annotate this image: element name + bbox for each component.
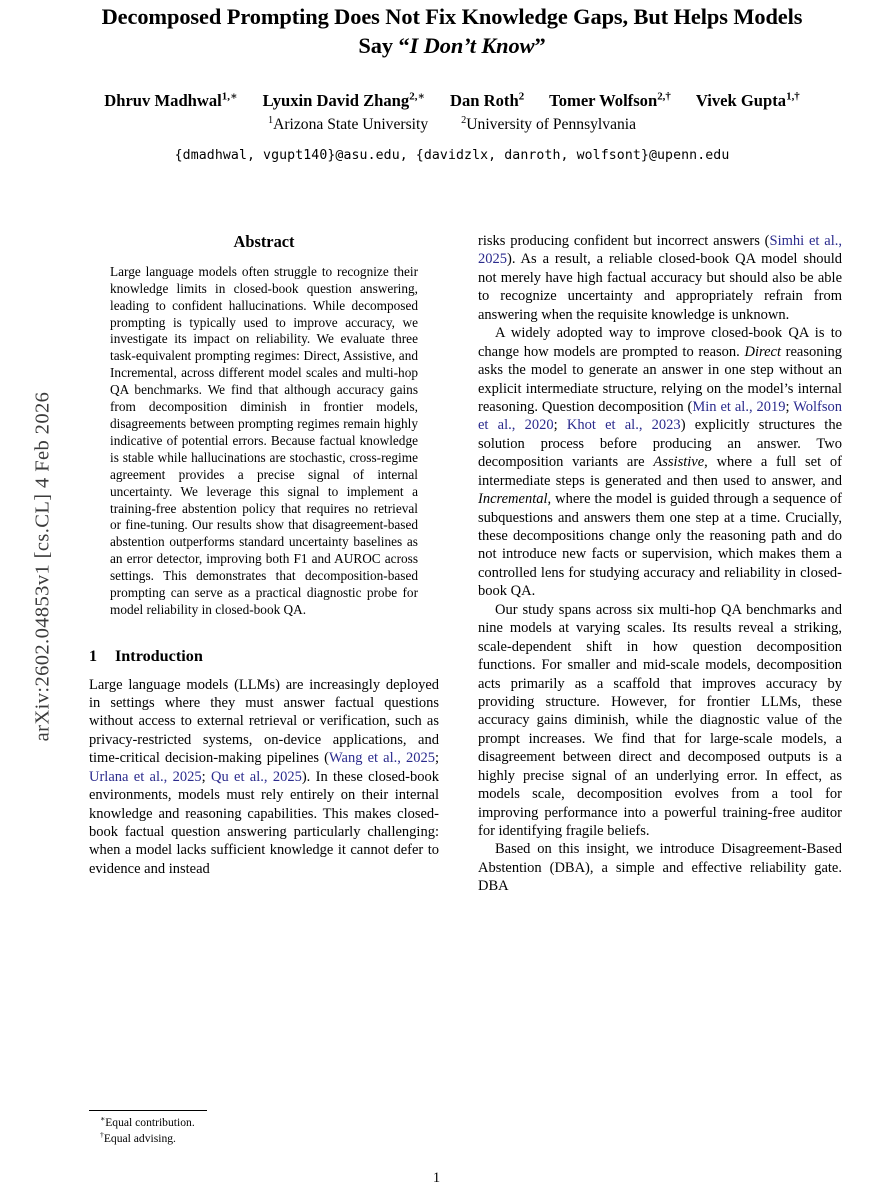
- citation-wang-2025[interactable]: Wang et al., 2025: [329, 750, 435, 767]
- cite-sep-2: ;: [201, 768, 211, 785]
- term-incremental: Incremental: [478, 491, 548, 508]
- author-3: [450, 91, 524, 111]
- intro-paragraph-2: [478, 324, 842, 601]
- left-column: [89, 232, 439, 878]
- citation-wolfson-2020[interactable]: Wolfson et al., 2020: [478, 398, 842, 434]
- author-4: [549, 91, 671, 111]
- author-2-name: Lyuxin David Zhang: [262, 91, 410, 111]
- intro-paragraph-1: [89, 676, 439, 879]
- page-title: [62, 0, 842, 60]
- citation-simhi-2025[interactable]: Simhi et al., 2025: [478, 233, 842, 268]
- author-1-name: Dhruv Madhwal: [104, 91, 222, 111]
- citation-min-2019[interactable]: Min et al., 2019: [692, 398, 786, 415]
- author-5-sup: 1,†: [786, 90, 800, 103]
- section-heading-introduction: [89, 646, 439, 667]
- rc-p2-text-b: reasoning asks the model to generate an answer in one step without an explicit intermediate structure, relying on the model’s internal reasoning. Question decomposition (: [478, 343, 843, 415]
- arxiv-stamp: arXiv:2602.04853v1 [cs.CL] 4 Feb 2026: [31, 391, 54, 742]
- citation-khot-2023[interactable]: Khot et al., 2023: [566, 417, 681, 434]
- right-column: [478, 232, 842, 896]
- intro-paragraph-4: Based on this insight, we introduce Disagreement-Based Abstention (DBA), a simple and effective reliability gate. DBA: [478, 841, 842, 895]
- author-5: [696, 91, 800, 111]
- rc-p2-text-d: , where a full set of intermediate steps is generated and then used to answer, and: [478, 454, 842, 489]
- section-number: 1: [89, 646, 98, 665]
- cite-sep-1: ;: [434, 750, 439, 767]
- footnote-rule: [89, 1110, 207, 1111]
- author-4-sup: 2,†: [657, 90, 671, 103]
- author-3-name: Dan Roth: [449, 91, 519, 111]
- affiliation-1-name: Arizona State University: [273, 116, 429, 134]
- footnote-1: [89, 1115, 439, 1131]
- author-1: [104, 91, 237, 111]
- page-number: 1: [432, 1170, 441, 1186]
- abstract-heading: Abstract: [233, 232, 295, 251]
- author-4-name: Tomer Wolfson: [549, 91, 658, 111]
- author-2-sup: 2,∗: [409, 90, 425, 103]
- footnotes: [89, 1110, 439, 1148]
- affiliation-2-sup: 2: [461, 115, 467, 127]
- title-line-2-suffix: ”: [534, 33, 546, 59]
- affiliation-list: [62, 116, 842, 134]
- title-line-2-italic: I Don’t Know: [409, 33, 535, 59]
- title-line-2-prefix: Say “: [358, 33, 410, 59]
- footnote-1-marker: ∗: [100, 1114, 106, 1124]
- title-line-1: Decomposed Prompting Does Not Fix Knowledge Gaps, But Helps Models: [101, 4, 803, 29]
- affiliation-2: [461, 116, 636, 134]
- affiliation-2-name: University of Pennsylvania: [466, 116, 637, 134]
- footnote-2-text: Equal advising.: [103, 1132, 176, 1146]
- affiliation-1: [268, 116, 428, 134]
- intro-p1-text-a: Large language models (LLMs) are increasingly deployed in settings where they must answer factual questions without access to external retrieval or verification, such as privacy-restricted systems, on-device applications, and time-critical decision-making pipelines (: [89, 676, 439, 767]
- affiliation-1-sup: 1: [267, 115, 274, 127]
- author-emails: {dmadhwal, vgupt140}@asu.edu, {davidzlx, danroth, wolfsont}@upenn.edu: [174, 148, 730, 164]
- author-3-sup: 2: [518, 90, 525, 103]
- term-direct: Direct: [744, 343, 781, 360]
- paper-header: [62, 0, 842, 163]
- rc-p1-text-a: risks producing confident but incorrect answers (: [478, 233, 770, 249]
- author-5-name: Vivek Gupta: [695, 91, 787, 111]
- rc-p2-text-e: , where the model is guided through a sequence of subquestions and answers them one step at a time. Crucially, these decompositions change only the reasoning path and do not introduce new facts or supervision, which makes them a controlled lens for studying accuracy and reliability in closed-book QA.: [478, 491, 842, 600]
- author-2: [263, 91, 425, 111]
- cite-sep-3: ;: [785, 398, 794, 415]
- term-assistive: Assistive: [653, 454, 705, 471]
- abstract-text: Large language models often struggle to recognize their knowledge limits in closed-book question answering, leading to confident hallucinations. While decomposed prompting is typically used to improve accuracy, we investigate its impact on reliability. We evaluate three task-equivalent prompting regimes: Direct, Assistive, and Incremental, across different model scales and multi-hop QA benchmarks. We find that although accuracy gains from decomposition diminish in frontier models, disagreements between prompting regimes remain highly indicative of potential errors. Because factual knowledge is stable while hallucinations are stochastic, cross-regime agreement provides a precise signal of internal uncertainty. We leverage this signal to implement a training-free abstention policy that requires no retrieval or fine-tuning. Our results show that disagreement-based abstention outperforms standard uncertainty baselines as an error detector, improving both F1 and AUROC across settings. This demonstrates that decomposition-based prompting can serve as a practical diagnostic probe for model reliability in closed-book QA.: [110, 263, 418, 617]
- footnote-2: [89, 1131, 439, 1147]
- intro-p1-text-b: ). In these closed-book environments, models must rely entirely on their internal knowledge and reasoning capabilities. This makes closed-book factual question answering particularly challenging: when a model lacks sufficient knowledge it cannot defer to evidence and instead: [89, 768, 440, 877]
- author-list: [62, 91, 842, 111]
- cite-sep-4: ;: [553, 417, 567, 434]
- intro-paragraph-1-continued: [478, 232, 842, 324]
- citation-urlana-2025[interactable]: Urlana et al., 2025: [89, 768, 202, 785]
- rc-p2-text-a: A widely adopted way to improve closed-book QA is to change how models are prompted to reason.: [478, 325, 842, 360]
- abstract-body: [110, 264, 418, 619]
- rc-p1-text-b: ). As a result, a reliable closed-book QA model should not merely have high factual accuracy but should also be able to recognize uncertainty and appropriately refrain from answering when the requisite knowledge is unknown.: [478, 251, 842, 323]
- rc-p2-text-c: ) explicitly structures the solution process before producing an answer. Two decomposition variants are: [478, 417, 843, 471]
- author-1-sup: 1,∗: [221, 90, 238, 103]
- section-title: Introduction: [115, 646, 203, 665]
- footnote-1-text: Equal contribution.: [105, 1116, 195, 1129]
- footnote-2-marker: †: [100, 1130, 104, 1140]
- intro-paragraph-3: Our study spans across six multi-hop QA benchmarks and nine models at varying scales. Its results reveal a striking, scale-dependent shift in how question decomposition functions. For smaller and mid-scale models, decomposition acts primarily as a scaffold that improves accuracy by providing structure. However, for frontier LLMs, these accuracy gains diminish, while the diagnostic value of the prompt increases. We find that for large-scale models, a disagreement between direct and decomposed outputs is a highly precise signal of an underlying error. In effect, as models scale, decomposition evolves from a tool for improving performance into a powerful training-free auditor for identifying fragile beliefs.: [478, 601, 842, 839]
- citation-qu-2025[interactable]: Qu et al., 2025: [210, 768, 302, 785]
